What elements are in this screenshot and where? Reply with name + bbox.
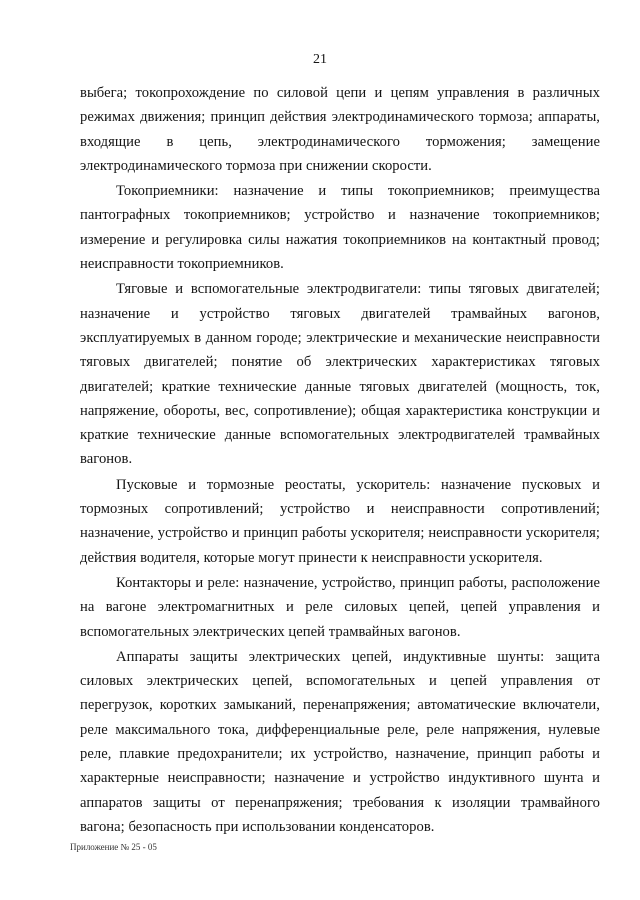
- paragraph-contactors-relays: Контакторы и реле: назначение, устройство, принцип работы, расположение на вагоне электромагнитных и реле силовых цепей, цепей управления и вспомогательных электрических цепей трамвайных вагонов.: [80, 574, 600, 640]
- page-number: 21: [313, 52, 327, 67]
- paragraph-rheostats: Пусковые и тормозные реостаты, ускоритель: назначение пусковых и тормозных сопротивлений; устройство и неисправности сопротивлений; назначение, устройство и принцип работы ускорителя; неисправности ускорителя; действия водителя, которые могут принести к неисправности ускорителя.: [80, 476, 600, 566]
- paragraph-current-collectors: Токоприемники: назначение и типы токоприемников; преимущества пантографных токоприемников; устройство и назначение токоприемников; измерение и регулировка силы нажатия токоприемников на контактный провод; неисправности токоприемников.: [80, 183, 600, 273]
- paragraph-traction-motors: Тяговые и вспомогательные электродвигатели: типы тяговых двигателей; назначение и устройство тяговых двигателей трамвайных вагонов, эксплуатируемых в данном городе; электрические и механические неисправности тяговых двигателей; понятие об электрических характеристиках тяговых двигателей; краткие технические данные тяговых двигателей (мощность, ток, напряжение, обороты, вес, сопротивление); общая характеристика конструкции и краткие технические данные вспомогательных электродвигателей трамвайных вагонов.: [80, 281, 600, 468]
- footer-note: Приложение № 25 - 05: [70, 842, 157, 852]
- paragraph-protection-devices: Аппараты защиты электрических цепей, индуктивные шунты: защита силовых электрических цепей, вспомогательных и цепей управления от перегрузок, коротких замыканий, перенапряжения; автоматические включатели, реле максимального тока, дифференциальные реле, реле напряжения, нулевые реле, плавкие предохранители; их устройство, назначение, принцип работы и характерные неисправности; назначение и устройство индуктивного шунта и аппаратов защиты от перенапряжения; требования к изоляции трамвайного вагона; безопасность при использовании конденсаторов.: [80, 648, 600, 835]
- document-body: [80, 81, 600, 839]
- paragraph-continuation: выбега; токопрохождение по силовой цепи и цепям управления в различных режимах движения; принцип действия электродинамического тормоза; аппараты, входящие в цепь, электродинамического торможения; замещение электродинамического тормоза при снижении скорости.: [80, 85, 600, 174]
